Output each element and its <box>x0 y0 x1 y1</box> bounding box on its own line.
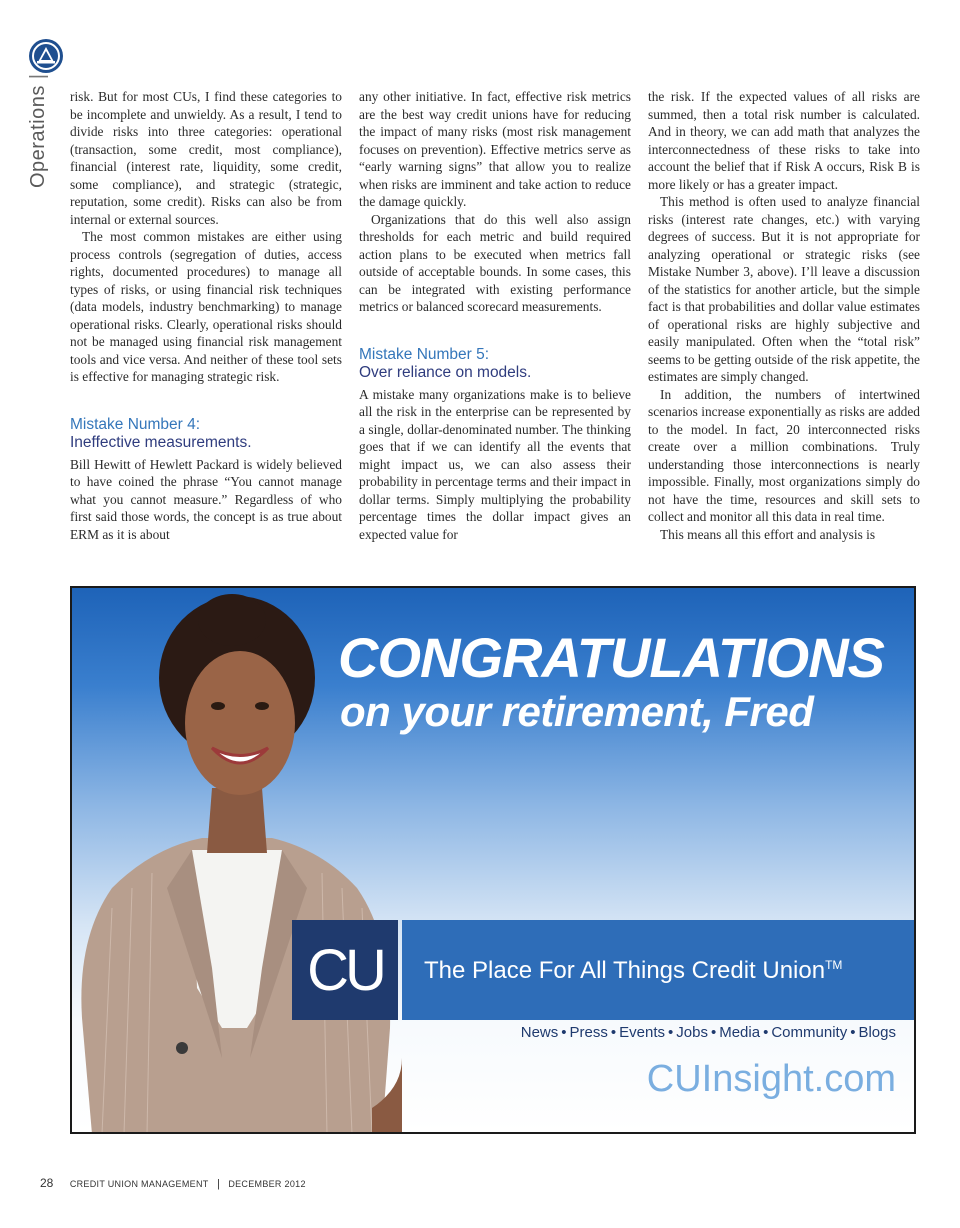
cum-logo-icon <box>28 38 64 74</box>
ad-nav-links: News • Press • Events • Jobs • Media • Community • Blogs <box>520 1024 896 1041</box>
subheading-mistake-4 <box>70 416 342 452</box>
paragraph: Organizations that do this well also assign thresholds for each metric and build required action plans to be executed when metrics fall outside of acceptable bounds. In some cases, this can be integrated with existing performance metrics or balanced scorecard measurements. <box>359 211 631 314</box>
ad-link-community[interactable]: Community <box>771 1024 848 1041</box>
subheading-number: Mistake Number 5: <box>359 345 490 363</box>
article-column-2 <box>359 88 631 543</box>
ad-link-jobs[interactable]: Jobs <box>676 1024 708 1041</box>
ad-subline: on your retirement, Fred <box>340 688 814 735</box>
paragraph: the risk. If the expected values of all risks are summed, then a total risk number is calculated. And in theory, we can add math that analyzes the interconnectedness of these risks to take into account the belief that if Risk A occurs, Risk B is more likely or has a greater impact. <box>648 89 920 192</box>
paragraph: The most common mistakes are either using process controls (segregation of duties, access rights, documented procedures) to manage all types of risks, or using financial risk techniques (data models, industry benchmarking) to manage operational risks. Clearly, operational risks should not be managed using financial risk management tools and vice versa. And neither of these tool sets is effective for managing strategic risk. <box>70 229 342 384</box>
article-column-3 <box>648 88 920 543</box>
issue-date: DECEMBER 2012 <box>228 1179 306 1189</box>
publication-name: CREDIT UNION MANAGEMENT <box>69 1179 209 1189</box>
paragraph: This method is often used to analyze financial risks (interest rate changes, etc.) with varying degrees of success. But it is not appropriate for analyzing operational or strategic risks (see Mistake Number 3, above). I’ll leave a discussion of the statistics for another article, but the simple fact is that probabilities and dollar value estimates of operational risks are highly subjective and easily manipulated. Often when the “total risk” seems to be getting outside of the risk appetite, the estimates are simply changed. <box>648 194 920 384</box>
ad-headline: CONGRATULATIONS <box>338 626 884 689</box>
ad-link-media[interactable]: Media <box>719 1024 761 1041</box>
cu-logo: CU <box>292 920 398 1020</box>
paragraph: Bill Hewitt of Hewlett Packard is widely believed to have coined the phrase “You cannot manage what you cannot measure.” Regardless of who first said those words, the concept is as true about ERM as it is about <box>70 456 342 542</box>
paragraph: risk. But for most CUs, I find these categories to be incomplete and unwieldy. As a result, I tend to divide risks into three categories: operational (transaction, some credit, most compliance), financial (interest rate, liquidity, some credit, some compliance), and strategic (strategic, reputation, some credit). Risks can also be from internal or external sources. <box>70 89 342 227</box>
paragraph: In addition, the numbers of intertwined scenarios increase exponentially as risks are added to the model. In fact, 20 interconnected risks create over a million combinations. Truly understanding those interconnections is nearly impossible. Finally, most organizations simply do not have the time, resources and skill sets to collect and monitor all this data in real time. <box>648 386 920 524</box>
tagline-band <box>402 920 916 1020</box>
ad-link-blogs[interactable]: Blogs <box>858 1024 896 1041</box>
article-column-1 <box>70 88 342 543</box>
advertisement[interactable] <box>70 586 916 1134</box>
subheading-number: Mistake Number 4: <box>70 415 201 433</box>
ad-link-events[interactable]: Events <box>619 1024 665 1041</box>
subheading-mistake-5 <box>359 346 631 382</box>
paragraph: This means all this effort and analysis is <box>660 526 876 542</box>
ad-link-news[interactable]: News <box>520 1024 559 1041</box>
page-footer <box>40 1174 306 1192</box>
subheading-title: Ineffective measurements. <box>70 433 252 451</box>
subheading-title: Over reliance on models. <box>359 363 532 381</box>
ad-tagline: The Place For All Things Credit Union™ <box>424 957 843 984</box>
section-label: Operations| <box>27 73 49 188</box>
paragraph: A mistake many organizations make is to believe all the risk in the enterprise can be represented by a single, dollar-denominated number. The thinking goes that if we can identify all the events that might impact us, we can also assess their probability in percentage terms and their impact in dollar terms. Simply multiplying the probability percentage times the dollar impact gives an expected value for <box>359 386 631 542</box>
page-number: 28 <box>40 1176 54 1190</box>
paragraph: any other initiative. In fact, effective risk metrics are the best way credit unions have for reducing the impact of many risks (most risk management focuses on prevention). Effective metrics serve as “early warning signs” that allow you to realize when risks are imminent and take action to reduce the damage quickly. <box>359 89 631 209</box>
ad-url-link[interactable]: CUInsight.com <box>646 1058 896 1100</box>
footer-divider: | <box>217 1178 220 1190</box>
ad-link-press[interactable]: Press <box>569 1024 608 1041</box>
